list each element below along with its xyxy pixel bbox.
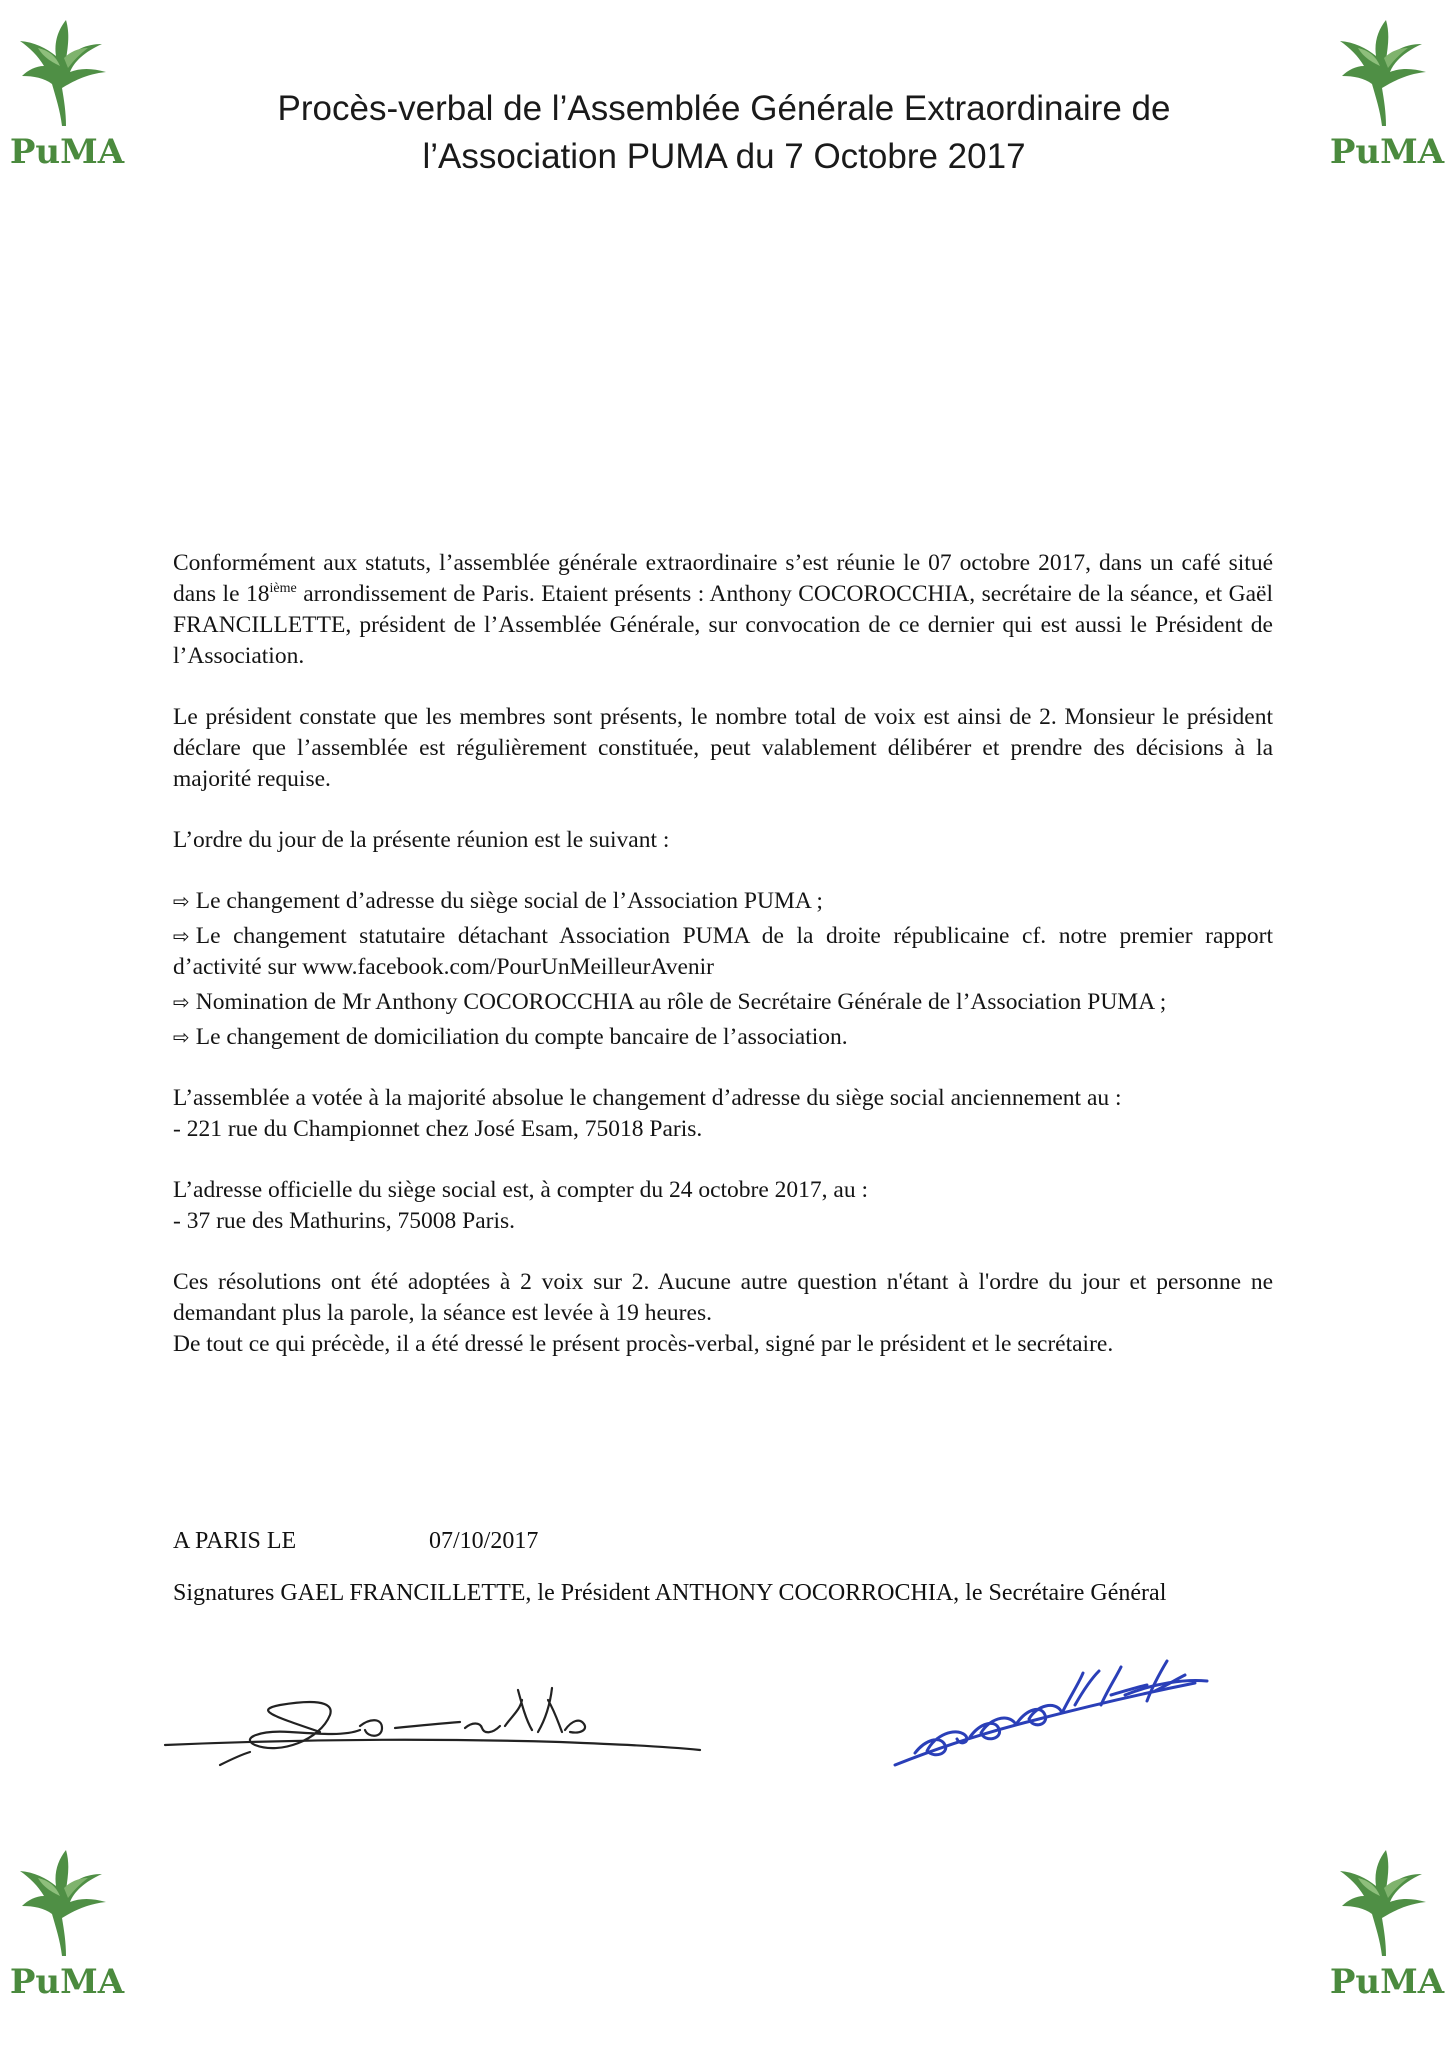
ordinal-superscript: ième (269, 581, 297, 596)
logo-bottom-left (8, 1838, 126, 2008)
quorum-paragraph: Le président constate que les membres sont présents, le nombre total de voix est ainsi de 2. Monsieur le président déclare que l’assemblée est régulièrement constituée, peut valablement délibérer et prendre des décisions à la majorité requise. (173, 704, 1273, 792)
signatures-line: Signatures GAEL FRANCILLETTE, le Président ANTHONY COCORROCHIA, le Secrétaire Général (173, 1580, 1167, 1606)
new-address: - 37 rue des Mathurins, 75008 Paris. (173, 1208, 516, 1234)
title-line-2: l’Association PUMA du 7 Octobre 2017 (422, 137, 1026, 176)
arrow-right-icon: ⇨ (173, 889, 190, 913)
page-title (0, 85, 1448, 181)
dove-icon (8, 1838, 126, 2008)
arrow-right-icon: ⇨ (173, 990, 190, 1014)
new-address-line: L’adresse officielle du siège social est, à compter du 24 octobre 2017, au : (173, 1177, 868, 1203)
agenda-item: ⇨ Le changement de domiciliation du compte bancaire de l’association. (173, 1024, 848, 1050)
arrow-right-icon: ⇨ (173, 924, 190, 948)
agenda-item: ⇨ Le changement d’adresse du siège social de l’Association PUMA ; (173, 888, 823, 914)
agenda-item: ⇨ Nomination de Mr Anthony COCOROCCHIA au rôle de Secrétaire Générale de l’Association PUMA ; (173, 989, 1167, 1015)
secretary-signature (885, 1635, 1220, 1775)
intro-text-1: Conformément aux statuts, l’assemblée générale extraordinaire s’est réunie le 07 octobre 2017, dans un café situé dans le 18 (173, 550, 1273, 607)
closing-statement: De tout ce qui précède, il a été dressé le présent procès-verbal, signé par le président et le secrétaire. (173, 1331, 1114, 1357)
logo-bottom-right (1328, 1838, 1446, 2008)
president-signature (160, 1660, 715, 1780)
agenda-intro: L’ordre du jour de la présente réunion est le suivant : (173, 827, 670, 853)
place-label: A PARIS LE (173, 1528, 297, 1554)
agenda-item: ⇨ Le changement statutaire détachant Association PUMA de la droite républicaine cf. notre premier rapport d’activité sur www.facebook.com/PourUnMeilleurAvenir (173, 923, 1273, 980)
title-line-1: Procès-verbal de l’Assemblée Générale Extraordinaire de (277, 89, 1171, 128)
old-address: - 221 rue du Championnet chez José Esam, 75018 Paris. (173, 1116, 703, 1142)
arrow-right-icon: ⇨ (173, 1025, 190, 1049)
vote-line: L’assemblée a votée à la majorité absolue le changement d’adresse du siège social anciennement au : (173, 1085, 1122, 1111)
closing-paragraph: Ces résolutions ont été adoptées à 2 voix sur 2. Aucune autre question n'étant à l'ordre du jour et personne ne demandant plus la parole, la séance est levée à 19 heures. (173, 1269, 1273, 1326)
dove-icon (1328, 1838, 1446, 2008)
intro-text-2: arrondissement de Paris. Etaient présents : Anthony COCOROCCHIA, secrétaire de la séance, et Gaël FRANCILLETTE, président de l’Assemblée Générale, sur convocation de ce dernier qui est aussi le Président de l’Association. (173, 581, 1273, 669)
intro-paragraph (173, 548, 1273, 672)
place-date-line (173, 1526, 539, 1557)
document-body (173, 548, 1273, 1360)
date-value: 07/10/2017 (429, 1528, 539, 1554)
